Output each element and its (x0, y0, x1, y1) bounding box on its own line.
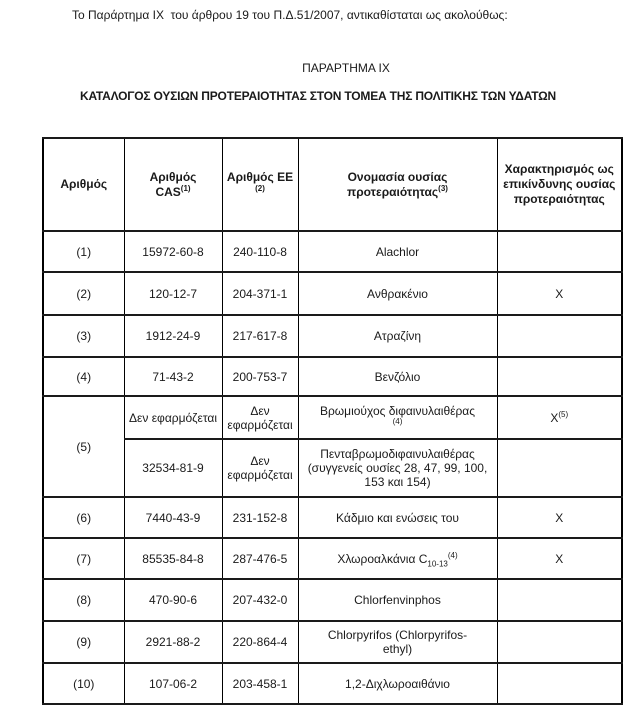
substance-name-footnote: (4) (447, 550, 458, 560)
cell-substance-name: Ανθρακένιο (298, 272, 497, 315)
cell-ee: 240-110-8 (222, 231, 298, 272)
cell-cas: 107-06-2 (124, 663, 222, 704)
header-cas (124, 138, 222, 231)
cell-cas: 7440-43-9 (124, 497, 222, 538)
priority-substances-table (42, 137, 623, 705)
list-title: ΚΑΤΑΛΟΓΟΣ ΟΥΣΙΩΝ ΠΡΟΤΕΡΑΙΟΤΗΤΑΣ ΣΤΟΝ ΤΟΜΕΑ ΤΗΣ ΠΟΛΙΤΙΚΗΣ ΤΩΝ ΥΔΑΤΩΝ (79, 89, 557, 103)
cell-hazard: Χ (497, 272, 622, 315)
cell-ee: 203-458-1 (222, 663, 298, 704)
intro-text: Το Παράρτημα ΙΧ του άρθρου 19 του Π.Δ.51/2007, αντικαθίσταται ως ακολούθως: (72, 8, 508, 22)
cell-substance-name: Κάδμιο και ενώσεις του (298, 497, 497, 538)
table-row (43, 231, 622, 272)
cell-ee: 231-152-8 (222, 497, 298, 538)
substance-name-text: Chlorpyrifos (Chlorpyrifos-ethyl) (327, 628, 468, 656)
cell-number: (10) (43, 663, 124, 704)
cell-ee: 200-753-7 (222, 357, 298, 396)
table-header-row (43, 138, 622, 231)
header-number (43, 138, 124, 231)
header-ee (222, 138, 298, 231)
substance-name-text: Βρωμιούχος διφαινυλαιθέρας (319, 403, 476, 418)
cell-hazard (497, 315, 622, 357)
cell-cas: 1912-24-9 (124, 315, 222, 357)
cell-cas: 15972-60-8 (124, 231, 222, 272)
table-row (43, 621, 622, 663)
cell-number: (9) (43, 621, 124, 663)
header-hazard-label: Χαρακτηρισμός ως επικίνδυνης ουσίας προτεραιότητας (503, 162, 616, 206)
cell-number: (4) (43, 357, 124, 396)
cell-ee: 287-476-5 (222, 538, 298, 579)
cell-substance-name (298, 621, 497, 663)
cell-number: (5) (43, 396, 124, 497)
cell-hazard (497, 621, 622, 663)
cell-substance-name (298, 538, 497, 579)
cell-substance-name: 1,2-Διχλωροαιθάνιο (298, 663, 497, 704)
cell-hazard (497, 439, 622, 497)
substance-name-text (337, 552, 457, 566)
annex-heading: ΠΑΡΑΡΤΗΜΑ ΙΧ (302, 61, 390, 75)
cell-cas: 470-90-6 (124, 579, 222, 621)
table-row (43, 439, 622, 497)
cell-ee: Δεν εφαρμόζεται (222, 439, 298, 497)
header-ee-footnote: (2) (255, 183, 265, 193)
header-ee-line1: Αριθμός ΕΕ (226, 169, 294, 184)
header-name-line1: Ονομασία ουσίας (347, 169, 448, 184)
hazard-footnote: (5) (558, 409, 569, 419)
hazard-mark: Χ (550, 410, 559, 425)
header-hazard (497, 138, 622, 231)
cell-substance-name: Ατραζίνη (298, 315, 497, 357)
header-cas-line2: CAS (155, 184, 181, 199)
cell-number: (2) (43, 272, 124, 315)
table-row (43, 396, 622, 439)
table-row (43, 272, 622, 315)
cell-hazard: Χ (497, 538, 622, 579)
table-row (43, 538, 622, 579)
header-name-footnote: (3) (438, 183, 448, 193)
header-cas-footnote: (1) (180, 183, 191, 193)
cell-hazard: Χ (497, 497, 622, 538)
cell-number: (7) (43, 538, 124, 579)
cell-ee: 217-617-8 (222, 315, 298, 357)
cell-ee: 207-432-0 (222, 579, 298, 621)
cell-substance-name (298, 396, 497, 439)
header-substance-name (298, 138, 497, 231)
cell-hazard (497, 396, 622, 439)
cell-number: (8) (43, 579, 124, 621)
substance-name-main: Χλωροαλκάνια C (337, 551, 428, 566)
header-name-line2: προτεραιότητας (347, 184, 439, 199)
table-row (43, 497, 622, 538)
cell-cas: Δεν εφαρμόζεται (124, 396, 222, 439)
cell-cas: 120-12-7 (124, 272, 222, 315)
cell-substance-name: Πενταβρωμοδιφαινυλαιθέρας (συγγενείς ουσίες 28, 47, 99, 100, 153 και 154) (298, 439, 497, 497)
cell-cas: 85535-84-8 (124, 538, 222, 579)
table-row (43, 579, 622, 621)
cell-substance-name: Βενζόλιο (298, 357, 497, 396)
substance-name-footnote: (4) (392, 416, 403, 426)
cell-number: (6) (43, 497, 124, 538)
header-number-label: Αριθμός (60, 177, 108, 191)
table-row (43, 663, 622, 704)
substance-name-subscript: 10-13 (427, 558, 448, 568)
cell-ee: Δεν εφαρμόζεται (222, 396, 298, 439)
cell-hazard (497, 663, 622, 704)
cell-ee: 220-864-4 (222, 621, 298, 663)
cell-number: (1) (43, 231, 124, 272)
cell-hazard (497, 231, 622, 272)
header-cas-line1: Αριθμός (149, 169, 197, 184)
cell-hazard (497, 357, 622, 396)
cell-hazard (497, 579, 622, 621)
table-row (43, 315, 622, 357)
cell-ee: 204-371-1 (222, 272, 298, 315)
cell-substance-name: Alachlor (298, 231, 497, 272)
cell-cas: 2921-88-2 (124, 621, 222, 663)
cell-number: (3) (43, 315, 124, 357)
cell-substance-name: Chlorfenvinphos (298, 579, 497, 621)
cell-cas: 71-43-2 (124, 357, 222, 396)
cell-cas: 32534-81-9 (124, 439, 222, 497)
table-row (43, 357, 622, 396)
